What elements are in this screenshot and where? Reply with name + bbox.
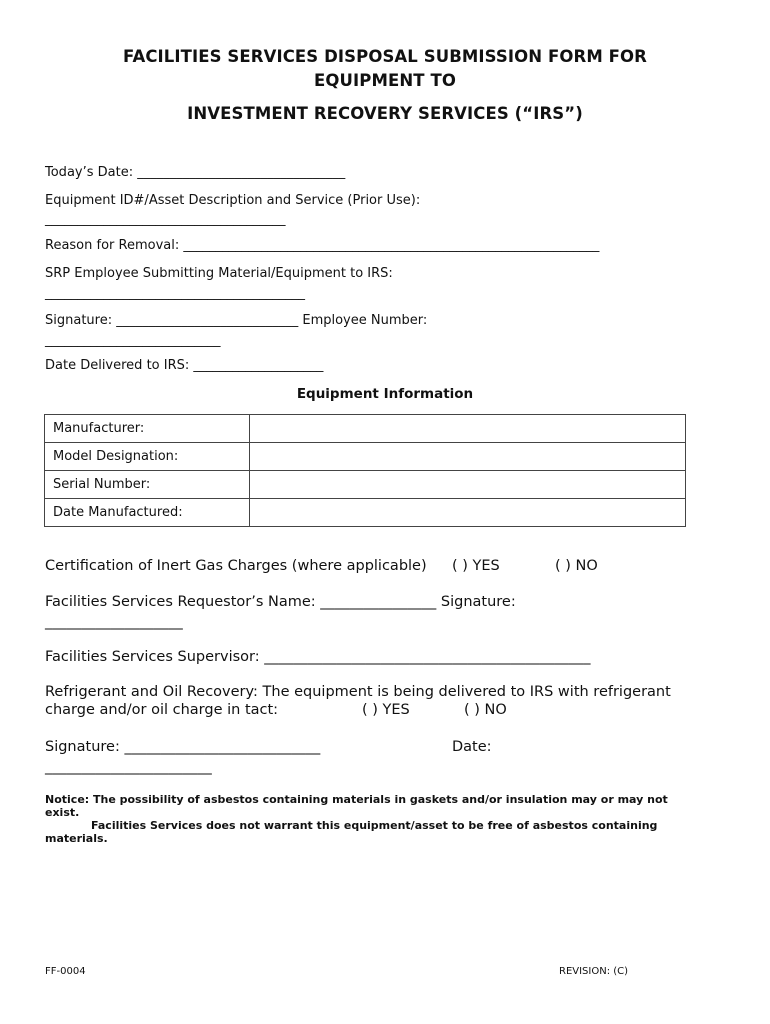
equipment-id-field[interactable]: _____________________________________ (45, 212, 286, 227)
todays-date-field[interactable]: Today’s Date: ________________________________ (45, 165, 346, 180)
form-title-line3: INVESTMENT RECOVERY SERVICES (“IRS”) (187, 104, 583, 123)
model-designation-label: Model Designation: (45, 443, 250, 471)
form-number: FF-0004 (45, 966, 86, 977)
employee-number-field[interactable]: ___________________________ (45, 333, 221, 348)
table-row (45, 415, 686, 443)
serial-number-input[interactable] (250, 471, 686, 499)
supervisor-field[interactable]: Facilities Services Supervisor: _____________________________________________ (45, 649, 591, 665)
reason-for-removal-field[interactable]: Reason for Removal: ________________________________________________________________ (45, 238, 600, 253)
srp-employee-label: SRP Employee Submitting Material/Equipment to IRS: (45, 266, 393, 281)
asbestos-notice-line2: exist. (45, 806, 80, 819)
manufacturer-label: Manufacturer: (45, 415, 250, 443)
inert-gas-no-checkbox[interactable]: ( ) NO (555, 558, 598, 574)
final-date-label: Date: (452, 739, 492, 755)
table-row (45, 443, 686, 471)
equipment-info-heading: Equipment Information (296, 386, 474, 402)
asbestos-notice-line4: materials. (45, 832, 108, 845)
date-delivered-field[interactable]: Date Delivered to IRS: ____________________ (45, 358, 324, 373)
table-row (45, 499, 686, 527)
refrigerant-recovery-text: Refrigerant and Oil Recovery: The equipment is being delivered to IRS with refrigerant (45, 684, 671, 700)
form-title-line1: FACILITIES SERVICES DISPOSAL SUBMISSION FORM FOR (122, 47, 647, 66)
equipment-id-label: Equipment ID#/Asset Description and Service (Prior Use): (45, 193, 421, 208)
signature-employee-number-field[interactable]: Signature: ____________________________ Employee Number: (45, 313, 428, 328)
form-title-line2: EQUIPMENT TO (314, 71, 456, 90)
refrigerant-charge-label: charge and/or oil charge in tact: (45, 702, 279, 718)
inert-gas-yes-checkbox[interactable]: ( ) YES (452, 558, 500, 574)
serial-number-label: Serial Number: (45, 471, 250, 499)
asbestos-notice-line1: Notice: The possibility of asbestos containing materials in gaskets and/or insulation may or may not (45, 793, 668, 806)
final-date-field[interactable]: _______________________ (45, 759, 212, 775)
final-signature-field[interactable]: Signature: ___________________________ (45, 739, 321, 755)
manufacturer-input[interactable] (250, 415, 686, 443)
revision-label: REVISION: (C) (559, 966, 629, 977)
asbestos-notice-line3: Facilities Services does not warrant this equipment/asset to be free of asbestos containing (91, 819, 658, 832)
table-row (45, 471, 686, 499)
equipment-info-table (44, 414, 686, 527)
srp-employee-field[interactable]: ________________________________________ (45, 286, 305, 301)
requestor-name-field[interactable]: Facilities Services Requestor’s Name: ________________ Signature: (45, 594, 516, 610)
inert-gas-certification-label: Certification of Inert Gas Charges (where applicable) (45, 558, 427, 574)
refrigerant-yes-checkbox[interactable]: ( ) YES (362, 702, 410, 718)
requestor-signature-field[interactable]: ___________________ (45, 614, 183, 630)
date-manufactured-input[interactable] (250, 499, 686, 527)
refrigerant-no-checkbox[interactable]: ( ) NO (464, 702, 507, 718)
date-manufactured-label: Date Manufactured: (45, 499, 250, 527)
model-designation-input[interactable] (250, 443, 686, 471)
